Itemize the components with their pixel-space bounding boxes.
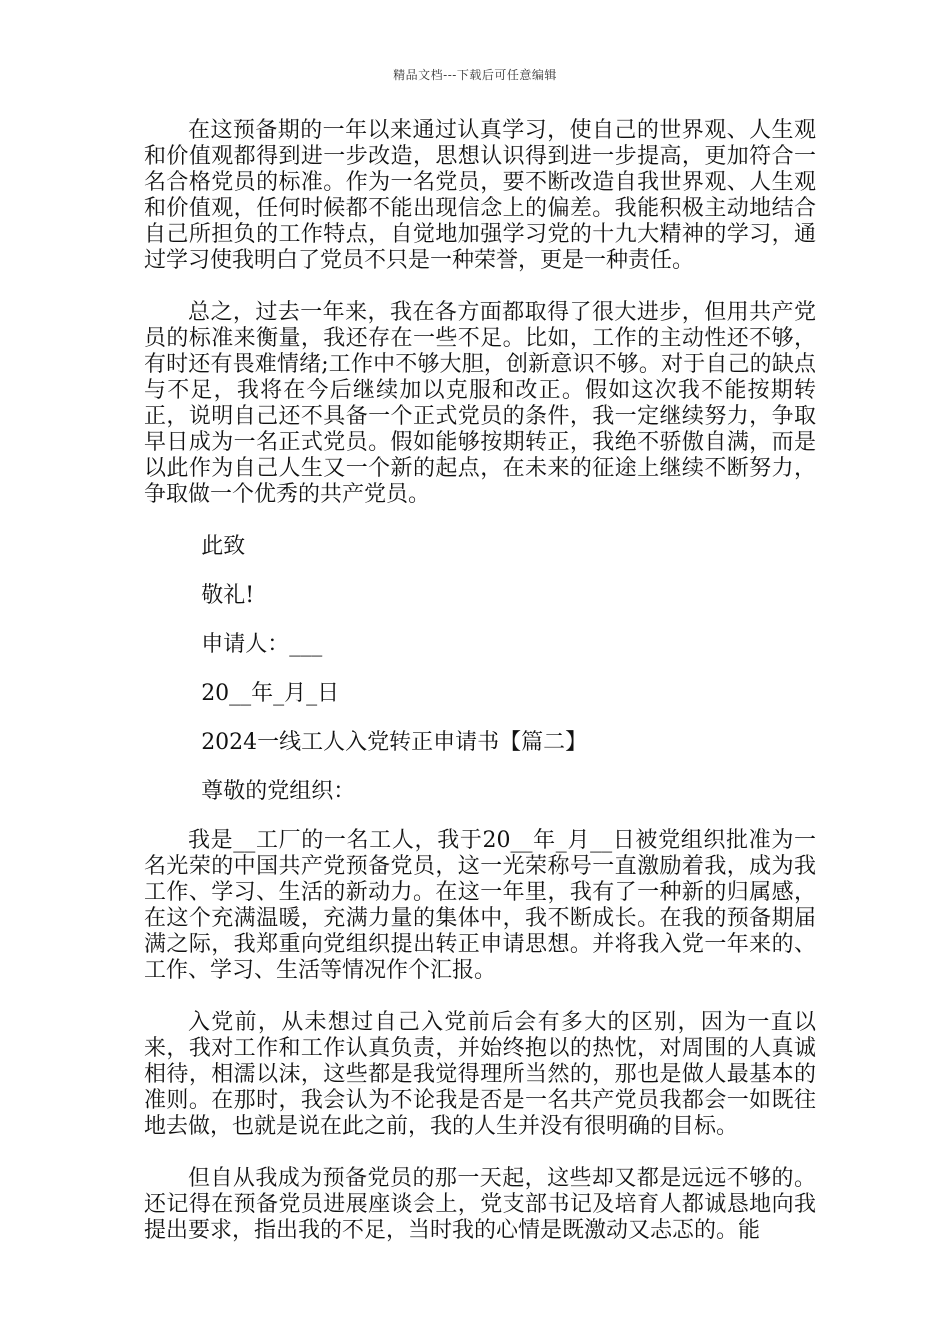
paragraph-4: 入党前，从未想过自己入党前后会有多大的区别，因为一直以来，我对工作和工作认真负责，并始终抱以的热忱，对周围的人真诚相待，相濡以沫，这些都是我觉得理所当然的，那也是做人最基本的准则。在那时，我会认为不论我是否是一名共产党员我都会一如既往地去做，也就是说在此之前，我的人生并没有很明确的目标。	[144, 1010, 816, 1139]
closing-line-1: 此致	[201, 534, 246, 559]
paragraph-1: 在这预备期的一年以来通过认真学习，使自己的世界观、人生观和价值观都得到进一步改造，思想认识得到进一步提高，更加符合一名合格党员的标准。作为一名党员，要不断改造自我世界观、人生观和价值观，任何时候都不能出现信念上的偏差。我能积极主动地结合自己所担负的工作特点，自觉地加强学习党的十九大精神的学习，通过学习使我明白了党员不只是一种荣誉，更是一种责任。	[144, 118, 816, 273]
paragraph-3: 我是__工厂的一名工人，我于20__年_月__日被党组织批准为一名光荣的中国共产党预备党员，这一光荣称号一直激励着我，成为我工作、学习、生活的新动力。在这一年里，我有了一种新的归属感，在这个充满温暖，充满力量的集体中，我不断成长。在我的预备期届满之际，我郑重向党组织提出转正申请思想。并将我入党一年来的、工作、学习、生活等情况作个汇报。	[144, 828, 816, 983]
document-body	[144, 118, 816, 1270]
page-header: 精品文档---下载后可任意编辑	[393, 68, 557, 82]
date-line: 20__年_月_日	[201, 681, 340, 706]
applicant-line: 申请人：___	[201, 632, 323, 657]
closing-line-2: 敬礼!	[201, 583, 255, 608]
section-title: 2024一线工人入党转正申请书【篇二】	[201, 730, 588, 755]
paragraph-5: 但自从我成为预备党员的那一天起，这些却又都是远远不够的。还记得在预备党员进展座谈会上，党支部书记及培育人都诚恳地向我提出要求，指出我的不足，当时我的心情是既激动又忐忑的。能	[144, 1166, 816, 1243]
paragraph-2: 总之，过去一年来，我在各方面都取得了很大进步，但用共产党员的标准来衡量，我还存在一些不足。比如，工作的主动性还不够，有时还有畏难情绪;工作中不够大胆，创新意识不够。对于自己的缺点与不足，我将在今后继续加以克服和改正。假如这次我不能按期转正，说明自己还不具备一个正式党员的条件，我一定继续努力，争取早日成为一名正式党员。假如能够按期转正，我绝不骄傲自满，而是以此作为自己人生又一个新的起点，在未来的征途上继续不断努力，争取做一个优秀的共产党员。	[144, 300, 816, 507]
salutation: 尊敬的党组织：	[201, 779, 356, 804]
